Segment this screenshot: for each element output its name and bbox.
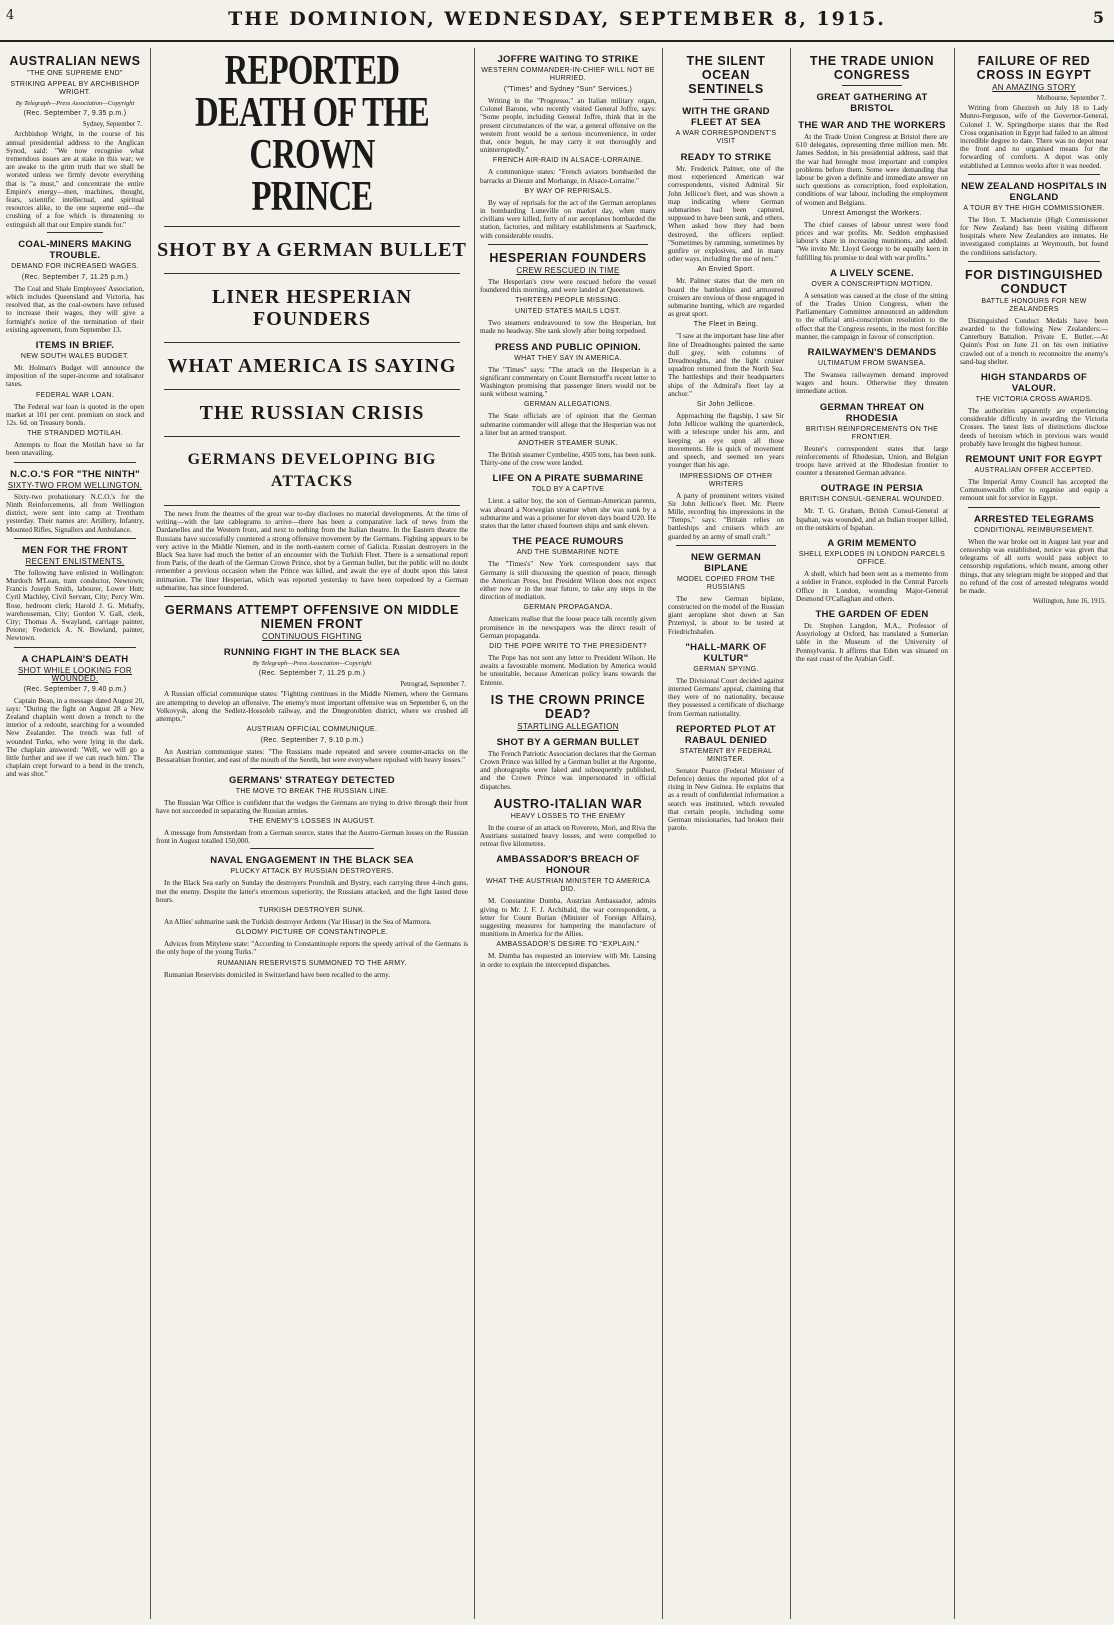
subheadline: CREW RESCUED IN TIME	[516, 265, 620, 275]
headline: HIGH STANDARDS OF VALOUR.	[980, 372, 1088, 395]
article-paragraph: Advices from Mitylene state: "According to Constantinople reports the speedy arrival of the Germans is the only hope of the young Turks."	[156, 940, 468, 957]
subheadline: STRIKING APPEAL BY ARCHBISHOP WRIGHT.	[10, 81, 140, 96]
dateline: Petrograd, September 7.	[400, 681, 466, 689]
subheadline: ULTIMATUM FROM SWANSEA.	[818, 360, 926, 368]
article-paragraph: The new German biplane, constructed on the model of the Russian giant aeroplane shot down at San Przemysl, is about to be tested at Friedrichshafen.	[668, 594, 784, 636]
subheadline: FEDERAL WAR LOAN.	[35, 391, 115, 399]
subheadline: Sir John Jellicoe.	[696, 401, 756, 409]
article-paragraph: The authorities apparently are experiencing considerable difficulty in awarding the Victoria Crosses. The latest lists of distinctions disclose deeds of heroism which in previous wars would probably have brought the highest honour.	[960, 407, 1108, 448]
article-paragraph: The Russian War Office is confident that the wedges the Germans are trying to drive through their front have not succeeded in separating the Russian armies.	[156, 798, 468, 815]
subheadline: DEMAND FOR INCREASED WAGES.	[11, 262, 139, 270]
lead-headline: REPORTED DEATH OF THE CROWN PRINCE	[195, 48, 429, 220]
divider	[968, 174, 1100, 175]
lead-subheadline: LINER HESPERIAN FOUNDERS	[211, 286, 413, 330]
subheadline: NEW SOUTH WALES BUDGET.	[20, 353, 130, 361]
received-date: (Rec. September 7, 9.35 p.m.)	[23, 110, 127, 118]
article-paragraph: Sixty-two probationary N.C.O.'s for the Ninth Reinforcements, all from Wellington district, were sent into camp at Trentham yesterday. Their names are: Artillery, Infantry, Mounted Rifles, Signallers and Ambulance.	[6, 492, 144, 534]
article-paragraph: Writing in the "Progresso," an Italian military organ, Colonel Barone, who recently visited General Joffre, says: "Some people, including General Joffre, think that in the present circumstances of the war, a general offensive on the western front would be a serious inconvenience, in order that, once begun, he may carry it out thoroughly and uninterruptedly."	[480, 97, 656, 155]
article-paragraph: The Coal and Shale Employees' Association, which includes Queensland and Victoria, has resolved that, as the coal-owners have refused to increase their wages, they will give a fortnight's notice of the termination of their existing agreement, from September 13.	[6, 284, 144, 334]
subheadline: MODEL COPIED FROM THE RUSSIANS	[676, 575, 776, 591]
headline: THE PEACE RUMOURS	[512, 536, 624, 548]
article-paragraph: Two steamers endeavoured to tow the Hesperian, but made no headway. She sank slowly after being torpedoed.	[480, 319, 656, 336]
headline: SHOT BY A GERMAN BULLET	[496, 736, 640, 748]
subheadline: A TOUR BY THE HIGH COMMISSIONER.	[963, 204, 1105, 212]
article-paragraph: An Allies' submarine sank the Turkish destroyer Ardents (Yar Hissar) in the Sea of Marmora.	[164, 918, 432, 927]
subheadline: GERMAN SPYING.	[693, 665, 759, 673]
subheadline: A WAR CORRESPONDENT'S VISIT	[675, 130, 777, 145]
headline: OUTRAGE IN PERSIA	[820, 483, 924, 495]
article-paragraph: A Russian official communique states: "Fighting continues in the Middle Niemen, where the Germans are attempting to develop an offensive. The enemy's most important offensive was on September 6, on the Volkovysk, along the Sedletz-Hossoleb railway, and the Dnegrotoblen district, where we crushed all attempts."	[156, 690, 468, 724]
subheadline: RUMANIAN RESERVISTS SUMMONED TO THE ARMY.	[217, 959, 407, 967]
headline: GERMANS ATTEMPT OFFENSIVE ON MIDDLE NIEMEN FRONT	[165, 603, 459, 632]
divider	[164, 436, 460, 437]
article-paragraph: Mr. Frederick Palmer, one of the most experienced American war correspondents, visited Admiral Sir John Jellicoe's fleet, and was shown a map indicating where German submarines had been captured, supposed to have been sunk, and others. When asked how they had been destroyed, the officers replied: "Sometimes by ramming, sometimes by gunfire or explosives, and in many other ways, including the use of nets."	[668, 165, 784, 264]
article-paragraph: The Hon. T. Mackenzie (High Commissioner for New Zealand) has been visiting different hospitals where New Zealanders are inmates. He investigated complaints at Weymouth, but found the conditions satisfactory.	[960, 215, 1108, 257]
article-paragraph: A sensation was caused at the close of the sitting of the Trades Union Congress, when the Parliamentary Committee announced an addendum to the official anti-conscription resolution to the effect that the Congress resents, in the most forcible manner, the campaign in favour of conscription.	[796, 291, 948, 341]
column-5	[796, 48, 948, 1619]
article-paragraph: A shell, which had been sent as a memento from a soldier in France, exploded in the Central Parcels Office in London, wounding Major-General Desmond O'Callaghan and others.	[796, 570, 948, 603]
subheadline: BRITISH CONSUL-GENERAL WOUNDED.	[799, 496, 945, 504]
lead-subheadline: SHOT BY A GERMAN BULLET	[157, 239, 467, 261]
subheadline: AUSTRIAN OFFICIAL COMMUNIQUE.	[246, 726, 378, 734]
article-paragraph: The chief causes of labour unrest were food prices and war profits. Mr. Seddon emphasised labour's share in increasing munitions, and added: "We invite Mr. Lloyd George to be equally keen in fulfilling his promise to deal with war profits."	[796, 220, 948, 262]
subheadline: AND THE SUBMARINE NOTE	[516, 549, 620, 557]
article-paragraph: Lieut. a sailor boy, the son of German-American parents, was aboard a Norwegian steamer when she was sunk by a submarine and was a prisoner for eleven days board U20. He states that the latter chased fourteen ships and sank eleven.	[480, 497, 656, 531]
divider	[14, 647, 136, 648]
article-paragraph: When the war broke out in August last year and censorship was established, notice was given that telegrams of all sorts would pass subject to censorship regulations, which meant, among other things, that any telegram might be stopped and that no refund of the cost of arrested telegrams would be made.	[960, 537, 1108, 595]
divider	[488, 244, 648, 245]
article-paragraph: The Federal war loan is quoted in the open market at 101 per cent. premium on stock and 12s. 6d. on Treasury bonds.	[6, 402, 144, 428]
divider	[164, 273, 460, 274]
subheadline: TURKISH DESTROYER SUNK.	[258, 907, 366, 915]
subheadline: STARTLING ALLEGATION	[517, 721, 619, 731]
article-paragraph: Distinguished Conduct Medals have been awarded to the following New Zealanders:—Canterbury Battalion. Private E. Butler.—At Quinn's Post on June 21 on his own initiative crawled out of a trench to reconnoitre the enemy's sand-bag shelter.	[960, 316, 1108, 366]
column-6	[960, 48, 1108, 1619]
headline: NEW ZEALAND HOSPITALS IN ENGLAND	[961, 180, 1107, 203]
headline: N.C.O.'S FOR "THE NINTH"	[10, 468, 140, 480]
article-paragraph: In the course of an attack on Rovereto, Mori, and Riva the Austrians sustained heavy losses, and were compelled to retreat five kilometres.	[480, 823, 656, 849]
subheadline: AN AMAZING STORY	[992, 83, 1076, 92]
subheadline: An Envied Sport.	[697, 266, 755, 274]
subheadline: GERMAN ALLEGATIONS.	[523, 401, 613, 409]
article-paragraph: In the Black Sea early on Sunday the destroyers Prorolnik and Bystry, each carrying three 4-inch guns, met the enemy. Despite the latter's enormous superiority, the Russians attacked, and the fight lasted three hours.	[156, 879, 468, 904]
article-paragraph: Writing from Ghezireh on July 18 to Lady Munro-Ferguson, wife of the Governor-General, Colonel J. W. Springthorpe states that the Red Cross organisation in Egypt had failed to an almost incredible degree to date. There was no depot near the front and no organised means for the forwarding of comforts. A depot was only established at Lemnos weeks after it was needed.	[960, 104, 1108, 170]
article-paragraph: Approaching the flagship, I saw Sir John Jellicoe walking the quarterdeck, with a telescope under his arm, and keeping an eye upon all those movements. He is quick of movement and speech, and seemed ten years younger than his age.	[668, 412, 784, 470]
page-number-right: 5	[1092, 8, 1104, 27]
divider	[676, 545, 776, 546]
article-paragraph: Dr. Stephen Langdon, M.A., Professor of Assyriology at Oxford, has translated a Sumerian table in the Museum of the University of Pennsylvania. It affirms that Eden was situated on the east coast of the Arabian Gulf.	[796, 621, 948, 663]
headline: A GRIM MEMENTO	[827, 538, 917, 550]
subheadline: HEAVY LOSSES TO THE ENEMY	[510, 812, 626, 820]
column-rule	[474, 48, 475, 1619]
credit-line: By Telegraph—Press Association—Copyright	[252, 660, 372, 668]
headline: ITEMS IN BRIEF.	[35, 340, 115, 352]
column-2	[156, 48, 468, 1619]
headline: IS THE CROWN PRINCE DEAD?	[490, 692, 646, 721]
article-paragraph: Attempts to float the Motilah have so far been unavailing.	[6, 441, 144, 458]
divider	[164, 505, 460, 506]
article-paragraph: By way of reprisals for the act of the German aeroplanes in bombarding Luneville on market day, when many civilians were killed, forty of our aeroplanes bombarded the station, factories, and military establishments at Saarbruck, with considerable results.	[480, 198, 656, 240]
article-paragraph: The news from the theatres of the great war to-day discloses no material developments. At the time of writing—with the late cablegrams to arrive—there has been a comparative lack of news from the Dardanelles and the Western front, and next to nothing from the Italian theatre. In the Eastern theatre the Russians have successfully countered a strong offensive movement by the Germans. Fighting appears to be very active in the Middle Niemen, and in the north-eastern corner of Galicia. Russian destroyers in the Black Sea have had much the better of an encounter with the Turkish Fleet. There is a sensational report from Paris, of the death of the German Crown Prince, shot by a German bullet, but the public will no doubt remember a previous occasion when the Prince was killed, and await the eye of doubt upon this latest intimation. The liner Hesperian, which was reported yesterday to have been torpedoed by a German submarine, has since foundered.	[156, 510, 468, 592]
newspaper-title: THE DOMINION, WEDNESDAY, SEPTEMBER 8, 1915.	[228, 8, 886, 30]
headline: RAILWAYMEN'S DEMANDS	[807, 347, 937, 359]
subheadline: SIXTY-TWO FROM WELLINGTON.	[7, 480, 143, 490]
headline: GREAT GATHERING AT BRISTOL	[816, 92, 928, 114]
article-paragraph: A party of prominent writers visited Sir John Jellicoe's fleet. Mr. Pierre Mille, recording his impressions in the "Temps," says: "Britain relies on battleships and cruisers which are guarded by an army of small craft."	[668, 491, 784, 541]
article-paragraph: The "Times's" New York correspondent says that Germany is still discussing the question of peace, through the American Press, but President Wilson does not expect either now or in the near future, to take any steps in the direction of mediation.	[480, 560, 656, 602]
subheadline: "THE ONE SUPREME END"	[27, 70, 123, 77]
subheadline: THE ENEMY'S LOSSES IN AUGUST.	[248, 818, 376, 826]
headline: ARRESTED TELEGRAMS	[974, 513, 1094, 525]
headline: PRESS AND PUBLIC OPINION.	[495, 341, 641, 353]
received-date: (Rec. September 7, 11.25 p.m.)	[21, 273, 129, 281]
article-paragraph: The Pope has not sent any letter to President Wilson. He awaits a favourable moment. Mediation by America would be unsuitable, because American policy leans towards the Entente.	[480, 653, 656, 687]
article-paragraph: The Divisional Court decided against interned Germans' appeal, claiming that they were of no nationality, because they possessed a certificate of discharge from German nationality.	[668, 676, 784, 718]
headline: REMOUNT UNIT FOR EGYPT	[965, 454, 1103, 466]
headline: AMBASSADOR'S BREACH OF HONOUR	[496, 854, 640, 877]
article-paragraph: The French Patriotic Association declares that the German Crown Prince was killed by a German bullet at the Argonne, and photographs were faked and subsequently published, and the Crown Prince was impersonated in official dispatches.	[480, 749, 656, 791]
subheadline: AMBASSADOR'S DESIRE TO "EXPLAIN."	[496, 941, 640, 949]
credit-line: By Telegraph—Press Association—Copyright	[15, 100, 135, 107]
dateline: Melbourne, September 7.	[1036, 95, 1106, 102]
headline: AUSTRO-ITALIAN WAR	[493, 796, 643, 811]
subheadline: FRENCH AIR-RAID IN ALSACE-LORRAINE.	[492, 157, 644, 165]
divider	[250, 768, 375, 769]
headline: LIFE ON A PIRATE SUBMARINE	[492, 473, 644, 485]
divider	[703, 99, 749, 100]
article-paragraph: The British steamer Cymbeline, 4505 tons, has been sunk. Thirty-one of the crew were landed.	[480, 451, 656, 468]
subheadline: THIRTEEN PEOPLE MISSING.	[515, 297, 621, 305]
divider	[164, 596, 460, 597]
subheadline: THE STRANDED MOTILAH.	[27, 430, 123, 438]
article-paragraph: Mr. Palmer states that the men on board the battleships and armoured cruisers are envious of those engaged in submarine hunting, which are regarded as great sport.	[668, 277, 784, 319]
subheadline: BATTLE HONOURS FOR NEW ZEALANDERS	[981, 297, 1087, 313]
page-number-left: 4	[6, 8, 15, 23]
article-paragraph: Senator Pearce (Federal Minister of Defence) denies the reported plot of a rising in New Guinea. He explains that as a result of confidential information a search was instituted, which revealed that certain people, including some German missionaries, had broken their parole.	[668, 766, 784, 833]
subheadline: ANOTHER STEAMER SUNK.	[518, 440, 618, 448]
headline: WITH THE GRAND FLEET AT SEA	[682, 106, 770, 128]
lead-subheadline: THE RUSSIAN CRISIS	[199, 402, 425, 424]
article-paragraph: The Swansea railwaymen demand improved wages and hours. Otherwise they threaten immediate action.	[796, 371, 948, 396]
article-paragraph: Captain Bean, in a message dated August 20, says: "During the fight on August 28 a New Zealand chaplain went down a trench to the interior of a redoubt, searching for a wounded New Zealander. The trench was full of wounded Turks, who were lying in the dark. The chaplain answered: 'Well, we will go a little further and see if we can reach him.' The chaplain crept forward to a bend in the trench, and was shot."	[6, 696, 144, 779]
subheadline: WHAT THE AUSTRIAN MINISTER TO AMERICA DID.	[485, 878, 651, 894]
divider	[968, 261, 1100, 262]
article-paragraph: The Hesperian's crew were rescued before the vessel foundered this morning, and were landed at Queenstown.	[480, 277, 656, 295]
headline: RUNNING FIGHT IN THE BLACK SEA	[223, 647, 401, 659]
article-paragraph: "I saw at the important base line after line of Dreadnoughts painted the same dull grey, with columns of Dreadnoughts, and the light cruiser squadron returned from the North Sea. The battleships and their headquarters ships of the Admiral's fleet lay at anchor."	[668, 332, 784, 398]
column-1	[6, 48, 144, 1619]
divider	[14, 462, 136, 463]
article-paragraph: Mr. Holman's Budget will announce the imposition of the super-income and totalisator taxes.	[6, 364, 144, 389]
headline: THE WAR AND THE WORKERS	[798, 120, 946, 131]
subheadline: DID THE POPE WRITE TO THE PRESIDENT?	[489, 642, 647, 650]
article-paragraph: The State officials are of opinion that the German submarine commander will allege that the Hesperian was not a liner but an armed transport.	[480, 412, 656, 437]
headline: NEW GERMAN BIPLANE	[690, 551, 762, 574]
headline: THE GARDEN OF EDEN	[815, 608, 929, 620]
received-date: (Rec. September 7, 11.25 p.m.)	[258, 670, 366, 678]
subheadline: CONDITIONAL REIMBURSEMENT.	[974, 526, 1094, 534]
subheadline: WESTERN COMMANDER-IN-CHIEF WILL NOT BE HURRIED.	[481, 67, 655, 82]
subheadline: ("Times" and Sydney "Sun" Services.)	[503, 86, 633, 93]
column-4	[668, 48, 784, 1619]
masthead	[0, 0, 1114, 42]
headline: MEN FOR THE FRONT	[22, 544, 128, 556]
divider	[968, 507, 1100, 508]
article-paragraph: A communique states: "French aviators bombarded the barracks at Dieuze and Morhange, in Alsace-Lorraine."	[480, 168, 656, 185]
subheadline: IMPRESSIONS OF OTHER WRITERS	[679, 472, 773, 488]
column-rule	[954, 48, 955, 1619]
divider	[250, 848, 375, 849]
lead-subheadline: GERMANS DEVELOPING BIG ATTACKS	[187, 451, 437, 490]
subheadline: THE VICTORIA CROSS AWARDS.	[975, 396, 1093, 404]
headline: HESPERIAN FOUNDERS	[489, 250, 647, 265]
subheadline: BRITISH REINFORCEMENTS ON THE FRONTIER.	[805, 425, 939, 441]
headline: COAL-MINERS MAKING TROUBLE.	[18, 238, 132, 261]
divider	[47, 232, 102, 233]
subheadline: PLUCKY ATTACK BY RUSSIAN DESTROYERS.	[230, 868, 394, 876]
column-rule	[662, 48, 663, 1619]
article-paragraph: Archbishop Wright, in the course of his annual presidential address to the Anglican Synod, said: "We now recognise what tremendous issues are at stake in this war; we are awake to the grim truth that we shall be worsted unless we firmly devote everything that is "a must," and concentrate the entire Empire's energy—men, machines, thought, fears, scientific intellectual, and spiritual resources alike, to the one supreme end—the crushing of a foe which is threatening to extinguish all that our Empire stands for."	[6, 130, 144, 229]
subheadline: STATEMENT BY FEDERAL MINISTER.	[679, 747, 773, 763]
subheadline: SHELL EXPLODES IN LONDON PARCELS OFFICE.	[798, 551, 946, 567]
article-paragraph: Reuter's correspondent states that large reinforcements of Rhodesian, Union, and Belgian troops have arrived at the Rhodesian frontier to counter a threatened German advance.	[796, 444, 948, 478]
headline: REPORTED PLOT AT RABAUL DENIED	[676, 723, 776, 746]
headline: FOR DISTINGUISHED CONDUCT	[965, 267, 1103, 296]
divider	[164, 226, 460, 227]
subheadline: GERMAN PROPAGANDA.	[523, 604, 613, 612]
article-paragraph: Americans realise that the loose peace talk recently given prominence in the newspapers was the direct result of German propaganda.	[480, 615, 656, 640]
column-rule	[790, 48, 791, 1619]
headline: GERMAN THREAT ON RHODESIA	[819, 401, 925, 424]
divider	[14, 538, 136, 539]
headline: "HALL-MARK OF KULTUR"	[685, 641, 767, 664]
headline: NAVAL ENGAGEMENT IN THE BLACK SEA	[210, 855, 414, 867]
headline: A LIVELY SCENE.	[830, 267, 914, 279]
article-paragraph: Rumanian Reservists domiciled in Switzerland have been recalled to the army.	[164, 970, 391, 979]
headline: AUSTRALIAN NEWS	[9, 54, 141, 68]
footer-dateline: Wellington, June 16, 1915.	[1032, 598, 1106, 606]
article-paragraph: The "Times" says: "The attack on the Hesperian is a significant commentary on Count Bernstorff's recent letter to Washington promising that passenger liners would not be sunk without warning."	[480, 365, 656, 399]
dateline: Sydney, September 7.	[82, 121, 142, 129]
subheadline: The Fleet in Being.	[693, 321, 759, 329]
subheadline: RECENT ENLISTMENTS.	[25, 556, 125, 566]
headline: GERMANS' STRATEGY DETECTED	[229, 774, 395, 786]
article-paragraph: M. Constantine Dumba, Austrian Ambassador, admits giving to Mr. J. F. J. Archibald, the war correspondent, a letter for Count Burian (Minister of Foreign Affairs), suggesting measures for hampering the manufacture of munitions in America for the Allies.	[480, 897, 656, 939]
lead-subheadline: WHAT AMERICA IS SAYING	[167, 355, 457, 377]
headline: THE SILENT OCEAN SENTINELS	[686, 54, 766, 96]
received-date: (Rec. September 7, 9.10 p.m.)	[260, 737, 364, 745]
column-3	[480, 48, 656, 1619]
subheadline: CONTINUOUS FIGHTING	[262, 632, 362, 642]
subheadline: OVER A CONSCRIPTION MOTION.	[811, 280, 933, 288]
subheadline: TOLD BY A CAPTIVE	[531, 486, 605, 494]
subheadline: BY WAY OF REPRISALS.	[524, 187, 612, 195]
received-date: (Rec. September 7, 9.40 p.m.)	[23, 685, 127, 693]
subheadline: AUSTRALIAN OFFER ACCEPTED.	[974, 467, 1094, 475]
subheadline: GLOOMY PICTURE OF CONSTANTINOPLE.	[235, 929, 389, 937]
headline: READY TO STRIKE	[680, 152, 772, 163]
subheadline: SHOT WHILE LOOKING FOR WOUNDED.	[17, 665, 133, 683]
divider	[164, 342, 460, 343]
subheadline: Unrest Amongst the Workers.	[822, 209, 922, 217]
article-paragraph: The following have enlisted in Wellington: Murdoch M'Lean, tram conductor, Newtown; Francis Joseph Smith, labourer, Lower Hutt; Cyril Machley, Civil Servant, City; Percy Wm. Rose, bedroom clerk; Harold J. G. Mehafty, warehouseman, City; Gordon V. Gall, clerk, City; Thomas A. Swayland, carriage painter, Petone; Frederick A. N. Bowland, painter, Newtown.	[6, 568, 144, 643]
headline: THE TRADE UNION CONGRESS	[809, 54, 935, 82]
divider	[842, 85, 903, 86]
subheadline: THE MOVE TO BREAK THE RUSSIAN LINE.	[235, 787, 389, 795]
headline: A CHAPLAIN'S DEATH	[21, 653, 129, 665]
article-paragraph: At the Trade Union Congress at Bristol there are 610 delegates, representing three million men. Mr. James Seddon, in his presidential address, said that the war had brought most important and complex problems before them. Some were demanding that labour be given a definite and immediate answer on such questions as conscription, food exploitation, conditions of war labour, including the employment of women and Belgians.	[796, 133, 948, 207]
subheadline: UNITED STATES MAILS LOST.	[514, 308, 622, 316]
headline: JOFFRE WAITING TO STRIKE	[497, 54, 639, 65]
article-paragraph: A message from Amsterdam from a German source, states that the Austro-German losses on the Russian front in August totalled 150,000.	[156, 829, 468, 846]
article-paragraph: M. Dumba has requested an interview with Mr. Lansing in order to explain the intercepted dispatches.	[480, 952, 656, 969]
article-paragraph: An Austrian communique states: "The Russians made repeated and severe counter-attacks on the Bessarabian frontier, and east of the mouth of the Sereth, but were everywhere repulsed with heavy losses."	[156, 748, 468, 765]
column-rule	[150, 48, 151, 1619]
subheadline: WHAT THEY SAY IN AMERICA.	[514, 354, 622, 362]
article-paragraph: The Imperial Army Council has accepted the Commonwealth offer to organise and equip a remount unit for service in Egypt.	[960, 478, 1108, 503]
divider	[164, 389, 460, 390]
article-paragraph: Mr. T. G. Graham, British Consul-General at Ispahan, was wounded, and an Indian trooper killed, on the outskirts of Ispahan.	[796, 507, 948, 532]
headline: FAILURE OF RED CROSS IN EGYPT	[976, 54, 1092, 82]
